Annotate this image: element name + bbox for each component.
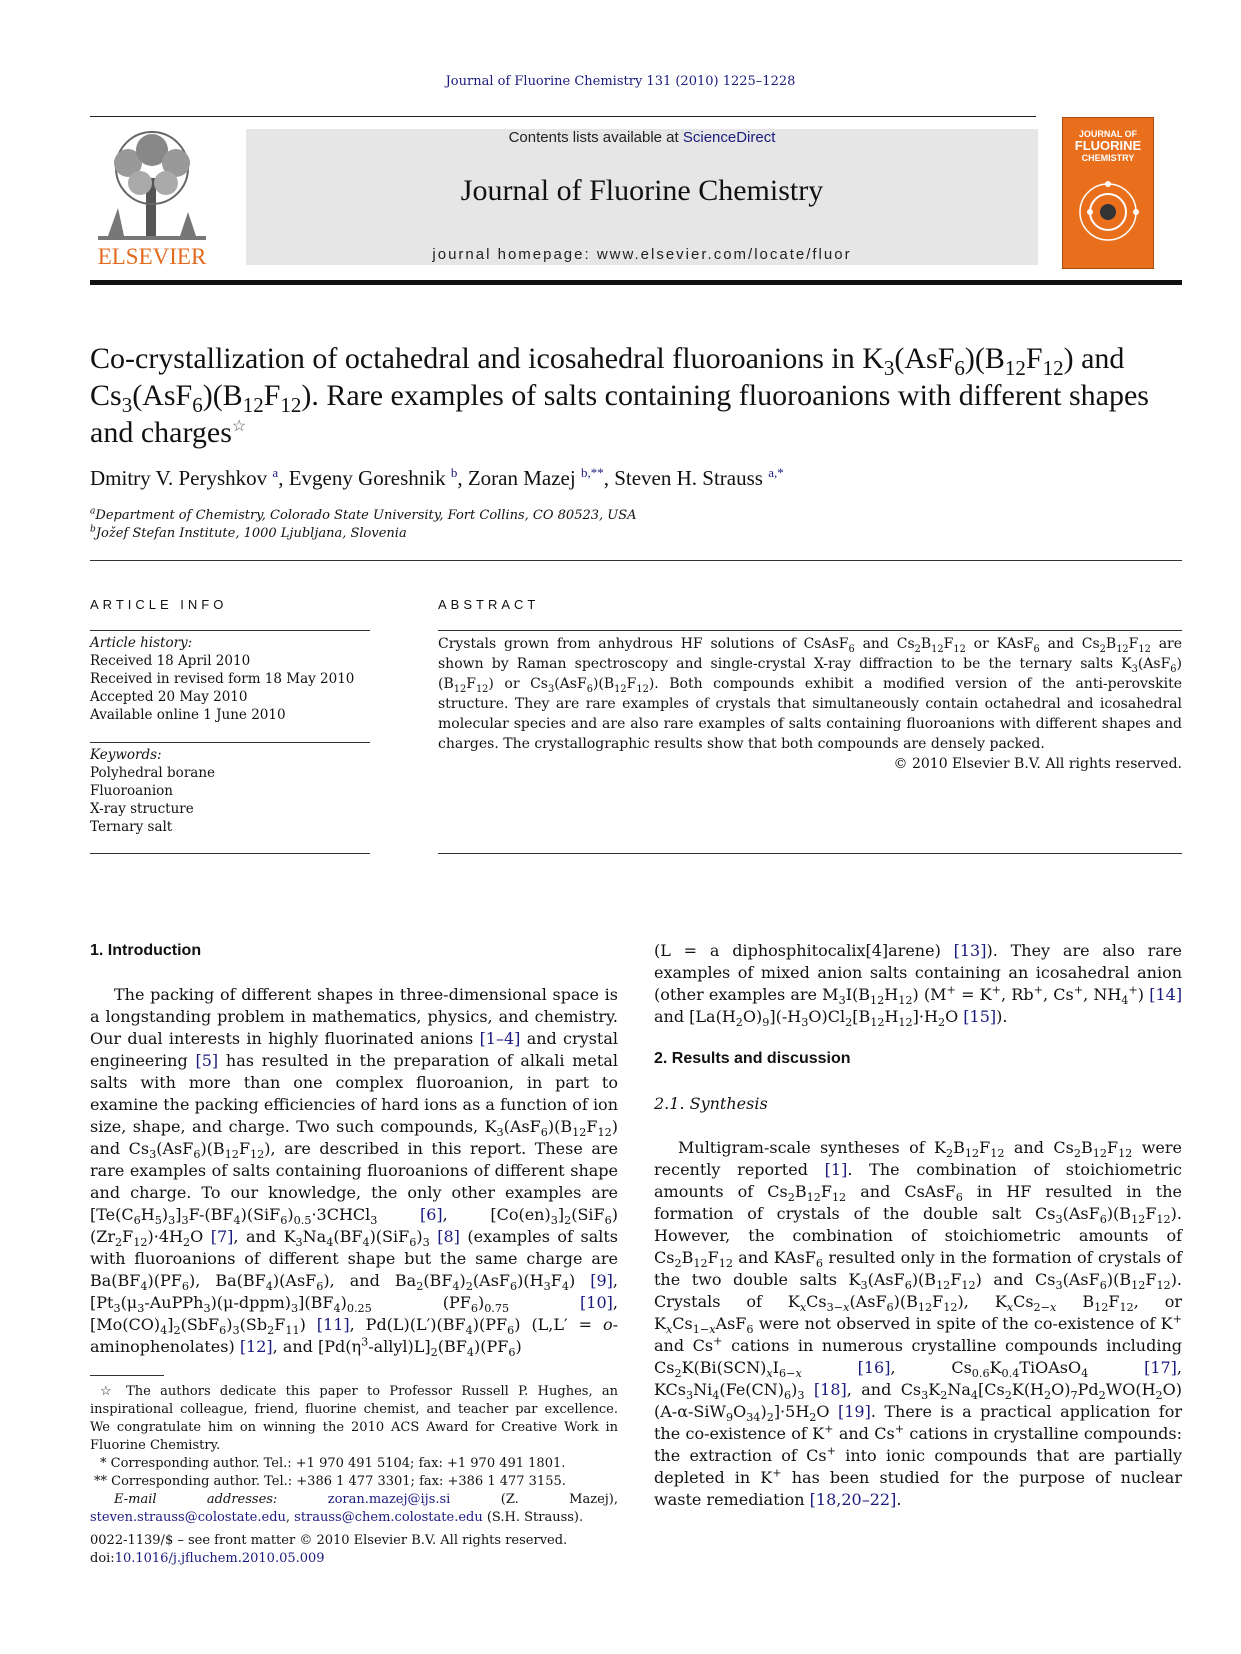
affiliation-b: $^b$Jožef Stefan Institute, 1000 Ljubljana, Slovenia (90, 524, 407, 541)
history-accepted: Accepted 20 May 2010 (90, 689, 248, 705)
intro-heading: 1. Introduction (90, 942, 202, 959)
keyword-4: Ternary salt (90, 819, 173, 835)
author-3: Zoran Mazej (467, 466, 576, 490)
affiliation-a: $^a$Department of Chemistry, Colorado State University, Fort Collins, CO 80523, USA (90, 506, 637, 523)
intro-body: The packing of different shapes in three-dimensional space is a longstanding problem in mathematics, physics, and chemistry. Our dual interests in highly fluorinated anions [1–4] and crystal engineering [5] has resulted in the preparation of alkali metal salts with more than one complex fluoroanion, in part to examine the packing efficiencies of hard ions as a function of ion size, shape, and charge. Two such compounds, $K_3(AsF_6)(B_{12}F_{12})$ and $Cs_3(AsF_6)(B_{12}F_{12})$, are described in this report. These are rare examples of salts containing fluoroanions of different shape and charge. To our knowledge, the only other examples are $[Te(C_6H_5)_3]_3F-(BF_4)(SiF_6)_{0.5}\cdot 3CHCl_3$ [6], $[Co(en)_3]_2(SiF_6)(Zr_2F_{12})\cdot 4H_2O$ [7], and $K_3Na_4(BF_4)(SiF_6)_3$ [8] (examples of salts with fluoroanions of different shape but the same charge are $Ba(BF_4)(PF_6)$, $Ba(BF_4)(AsF_6)$, and $Ba_2(BF_4)_2(AsF_6)(H_3F_4)$ [9], $[Pt_3(\mu_3-AuPPh_3)(\mu-dppm)_3](BF_4)_{0.25}$ $(PF_6)_{0.75}$ [10], $[Mo(CO)_4]_2(SbF_6)_3(Sb_2F_{11})$ [11], $Pd(L)(L')(BF_4)(PF_6) (L,L'$ = o-aminophenolates) [12], and $[Pd(\eta^3-allyl)L]_2(BF_4)(PF_6)$ (90, 985, 619, 1360)
ref-18-20-22[interactable]: [18,20–22] (809, 1490, 897, 1509)
elsevier-logo (88, 128, 216, 270)
ref-17[interactable]: [17] (1144, 1358, 1177, 1377)
ref-13[interactable]: [13] (953, 941, 987, 960)
ref-16[interactable]: [16] (857, 1358, 891, 1377)
journal-name: Journal of Fluorine Chemistry (460, 174, 824, 207)
contents-line: Contents lists available at ScienceDirect (508, 129, 776, 146)
email-strauss-2[interactable]: strauss@chem.colostate.edu (294, 1510, 483, 1525)
front-matter: 0022-1139/$ – see front matter © 2010 Elsevier B.V. All rights reserved. doi:10.1016/j.jfluchem.2010.05.009 (90, 1533, 568, 1566)
footnote-rule (90, 1375, 164, 1376)
author-4: Steven H. Strauss (614, 466, 763, 490)
journal-homepage[interactable]: journal homepage: www.elsevier.com/locate/fluor (432, 246, 852, 263)
keywords: Keywords: Polyhedral borane Fluoroanion X-ray structure Ternary salt (90, 746, 370, 836)
author-list: Dmitry V. Peryshkov $^a$, Evgeny Goreshnik $^b$, Zoran Mazej $^{b,**}$, Steven H. Strauss $^{a,*}$ (90, 465, 784, 490)
footnotes: ☆ The authors dedicate this paper to Professor Russell P. Hughes, an inspirational colleague, friend, fluorine chemist, and teacher par excellence. We congratulate him on winning the 2010 ACS Award for Creative Work in Fluorine Chemistry. * Corresponding author. Tel.: +1 970 491 5104; fax: +1 970 491 1801. ** Corresponding author. Tel.: +386 1 477 3301; fax: +386 1 477 3155. E-mail addresses: zoran.mazej@ijs.si (Z. Mazej), steven.strauss@colostate.edu, strauss@chem.colostate.edu (S.H. Strauss). (90, 1384, 619, 1525)
author-2-affil[interactable]: b (450, 465, 458, 480)
sciencedirect-link[interactable]: ScienceDirect (682, 129, 776, 146)
article-history: Article history: Received 18 April 2010 Received in revised form 18 May 2010 Accepted 20 May 2010 Available online 1 June 2010 (90, 634, 370, 724)
ref-9[interactable]: [9] (590, 1271, 613, 1290)
ref-11[interactable]: [11] (316, 1315, 350, 1334)
journal-cover (1062, 117, 1154, 269)
author-2: Evgeny Goreshnik (288, 466, 446, 490)
ref-15[interactable]: [15] (963, 1007, 997, 1026)
abstract-rule (438, 630, 1182, 631)
abstract-heading: ABSTRACT (438, 597, 540, 612)
abstract-copyright: © 2010 Elsevier B.V. All rights reserved. (893, 756, 1182, 772)
ref-19[interactable]: [19] (837, 1402, 871, 1421)
synthesis-heading: 2.1. Synthesis (654, 1094, 768, 1113)
history-revised: Received in revised form 18 May 2010 (90, 671, 355, 687)
ref-10[interactable]: [10] (580, 1293, 613, 1312)
ref-1[interactable]: [1] (824, 1160, 848, 1179)
ref-12[interactable]: [12] (239, 1337, 273, 1356)
header-thick-rule (90, 280, 1182, 285)
info-rule-3 (90, 853, 370, 854)
keyword-2: Fluoroanion (90, 783, 173, 799)
abstract-text: Crystals grown from anhydrous HF solutions of CsAsF$_6$ and $Cs_2B_{12}F_{12}$ or KAsF$_6$ and $Cs_2B_{12}F_{12}$ are shown by Raman spectroscopy and single-crystal X-ray diffraction to be the ternary salts $K_3(AsF_6)(B_{12}F_{12})$ or $Cs_3(AsF_6)(B_{12}F_{12})$. Both compounds exhibit a modified version of the anti-perovskite structure. They are rare examples of crystals that simultaneously contain octahedral and icosahedral molecular species and are also rare examples of salts containing fluoroanions with different shapes and charges. The crystallographic results show that both compounds are densely packed. (438, 636, 1183, 752)
journal-banner (246, 129, 1038, 265)
author-3-affil[interactable]: b,** (580, 465, 604, 480)
info-rule (90, 630, 370, 631)
cover-line-1: JOURNAL OF (1078, 129, 1138, 139)
journal-citation[interactable]: Journal of Fluorine Chemistry 131 (2010) 1225–1228 (445, 74, 796, 89)
ref-7[interactable]: [7] (210, 1227, 234, 1246)
results-heading: 2. Results and discussion (654, 1050, 851, 1067)
info-rule-2 (90, 742, 370, 743)
dedication-star-icon[interactable]: ☆ (231, 418, 247, 435)
footnote-star-icon: ☆ (100, 1384, 117, 1399)
article-info-heading: ARTICLE INFO (90, 597, 228, 612)
synthesis-body: Multigram-scale syntheses of $K_2B_{12}F_{12}$ and $Cs_2B_{12}F_{12}$ were recently reported [1]. The combination of stoichiometric amounts of $Cs_2B_{12}F_{12}$ and CsAsF$_6$ in HF resulted in the formation of crystals of the double salt $Cs_3(AsF_6)(B_{12}F_{12})$. However, the combination of stoichiometric amounts of $Cs_2B_{12}F_{12}$ and KAsF$_6$ resulted only in the formation of crystals of the two double salts $K_3(AsF_6)(B_{12}F_{12})$ and $Cs_3(AsF_6)(B_{12}F_{12})$. Crystals of $K_xCs_{3-x}(AsF_6)(B_{12}F_{12})$, $K_xCs_{2-x}$ $B_{12}F_{12}$, or $K_xCs_{1-x}AsF_6$ were not observed in spite of the co-existence of K+ and Cs+ cations in numerous crystalline compounds including $Cs_2K(Bi(SCN)_xI_{6-x}$ [16], $Cs_{0.6}K_{0.4}TiOAsO_4$ [17], $KCs_3Ni_4(Fe(CN)_6)_3$ [18], and $Cs_3K_2Na_4[Cs_2K(H_2O)_7Pd_2WO(H_2O)(A-\alpha-SiW_9O_{34})_2]\cdot 5H_2O$ [19]. There is a practical application for the co-existence of K+ and Cs+ cations in crystalline compounds: the extraction of Cs+ into ionic compounds that are partially depleted in K+ has been studied for the purpose of nuclear waste remediation [18,20–22]. (654, 1138, 1183, 1509)
ref-1-4[interactable]: [1–4] (479, 1029, 521, 1048)
doi-link[interactable]: 10.1016/j.jfluchem.2010.05.009 (114, 1551, 325, 1566)
ref-6[interactable]: [6] (419, 1205, 443, 1224)
ref-14[interactable]: [14] (1149, 985, 1183, 1004)
email-strauss-1[interactable]: steven.strauss@colostate.edu (90, 1510, 286, 1525)
history-online: Available online 1 June 2010 (90, 707, 286, 723)
article-title: Co-crystallization of octahedral and icosahedral fluoroanions in $K_3(AsF_6)(B_{12}F_{12})$ and $Cs_3(AsF_6)(B_{12}F_{12})$. Rare examples of salts containing fluoroanions with different shapes and charges☆ (90, 342, 1149, 449)
email-mazej[interactable]: zoran.mazej@ijs.si (327, 1492, 451, 1507)
cover-line-3: CHEMISTRY (1081, 153, 1135, 163)
divider (90, 560, 1182, 561)
atom-icon (1063, 172, 1153, 252)
ref-5[interactable]: [5] (195, 1051, 219, 1070)
author-1: Dmitry V. Peryshkov (90, 466, 268, 490)
history-received: Received 18 April 2010 (90, 653, 251, 669)
author-4-affil[interactable]: a,* (768, 465, 784, 480)
publisher-name: ELSEVIER (97, 244, 207, 269)
header-rule (90, 116, 1036, 117)
author-1-affil[interactable]: a (272, 465, 279, 480)
ref-8[interactable]: [8] (437, 1227, 460, 1246)
keyword-1: Polyhedral borane (90, 765, 216, 781)
abstract-rule-bottom (438, 853, 1182, 854)
ref-18[interactable]: [18] (813, 1380, 847, 1399)
cover-line-2: FLUORINE (1074, 138, 1142, 153)
keyword-3: X-ray structure (90, 801, 194, 817)
intro-body-continued: (L = a diphosphitocalix[4]arene) [13]). They are also rare examples of mixed anion salts containing an icosahedral anion (other examples are $M_3I(B_{12}H_{12}) (M^+ = K^+$, Rb+, Cs+, $NH_4^+$) [14] and $[La(H_2O)_9](-H_3O)Cl_2[B_{12}H_{12}]\cdot H_2O$ [15]). (654, 941, 1183, 1030)
